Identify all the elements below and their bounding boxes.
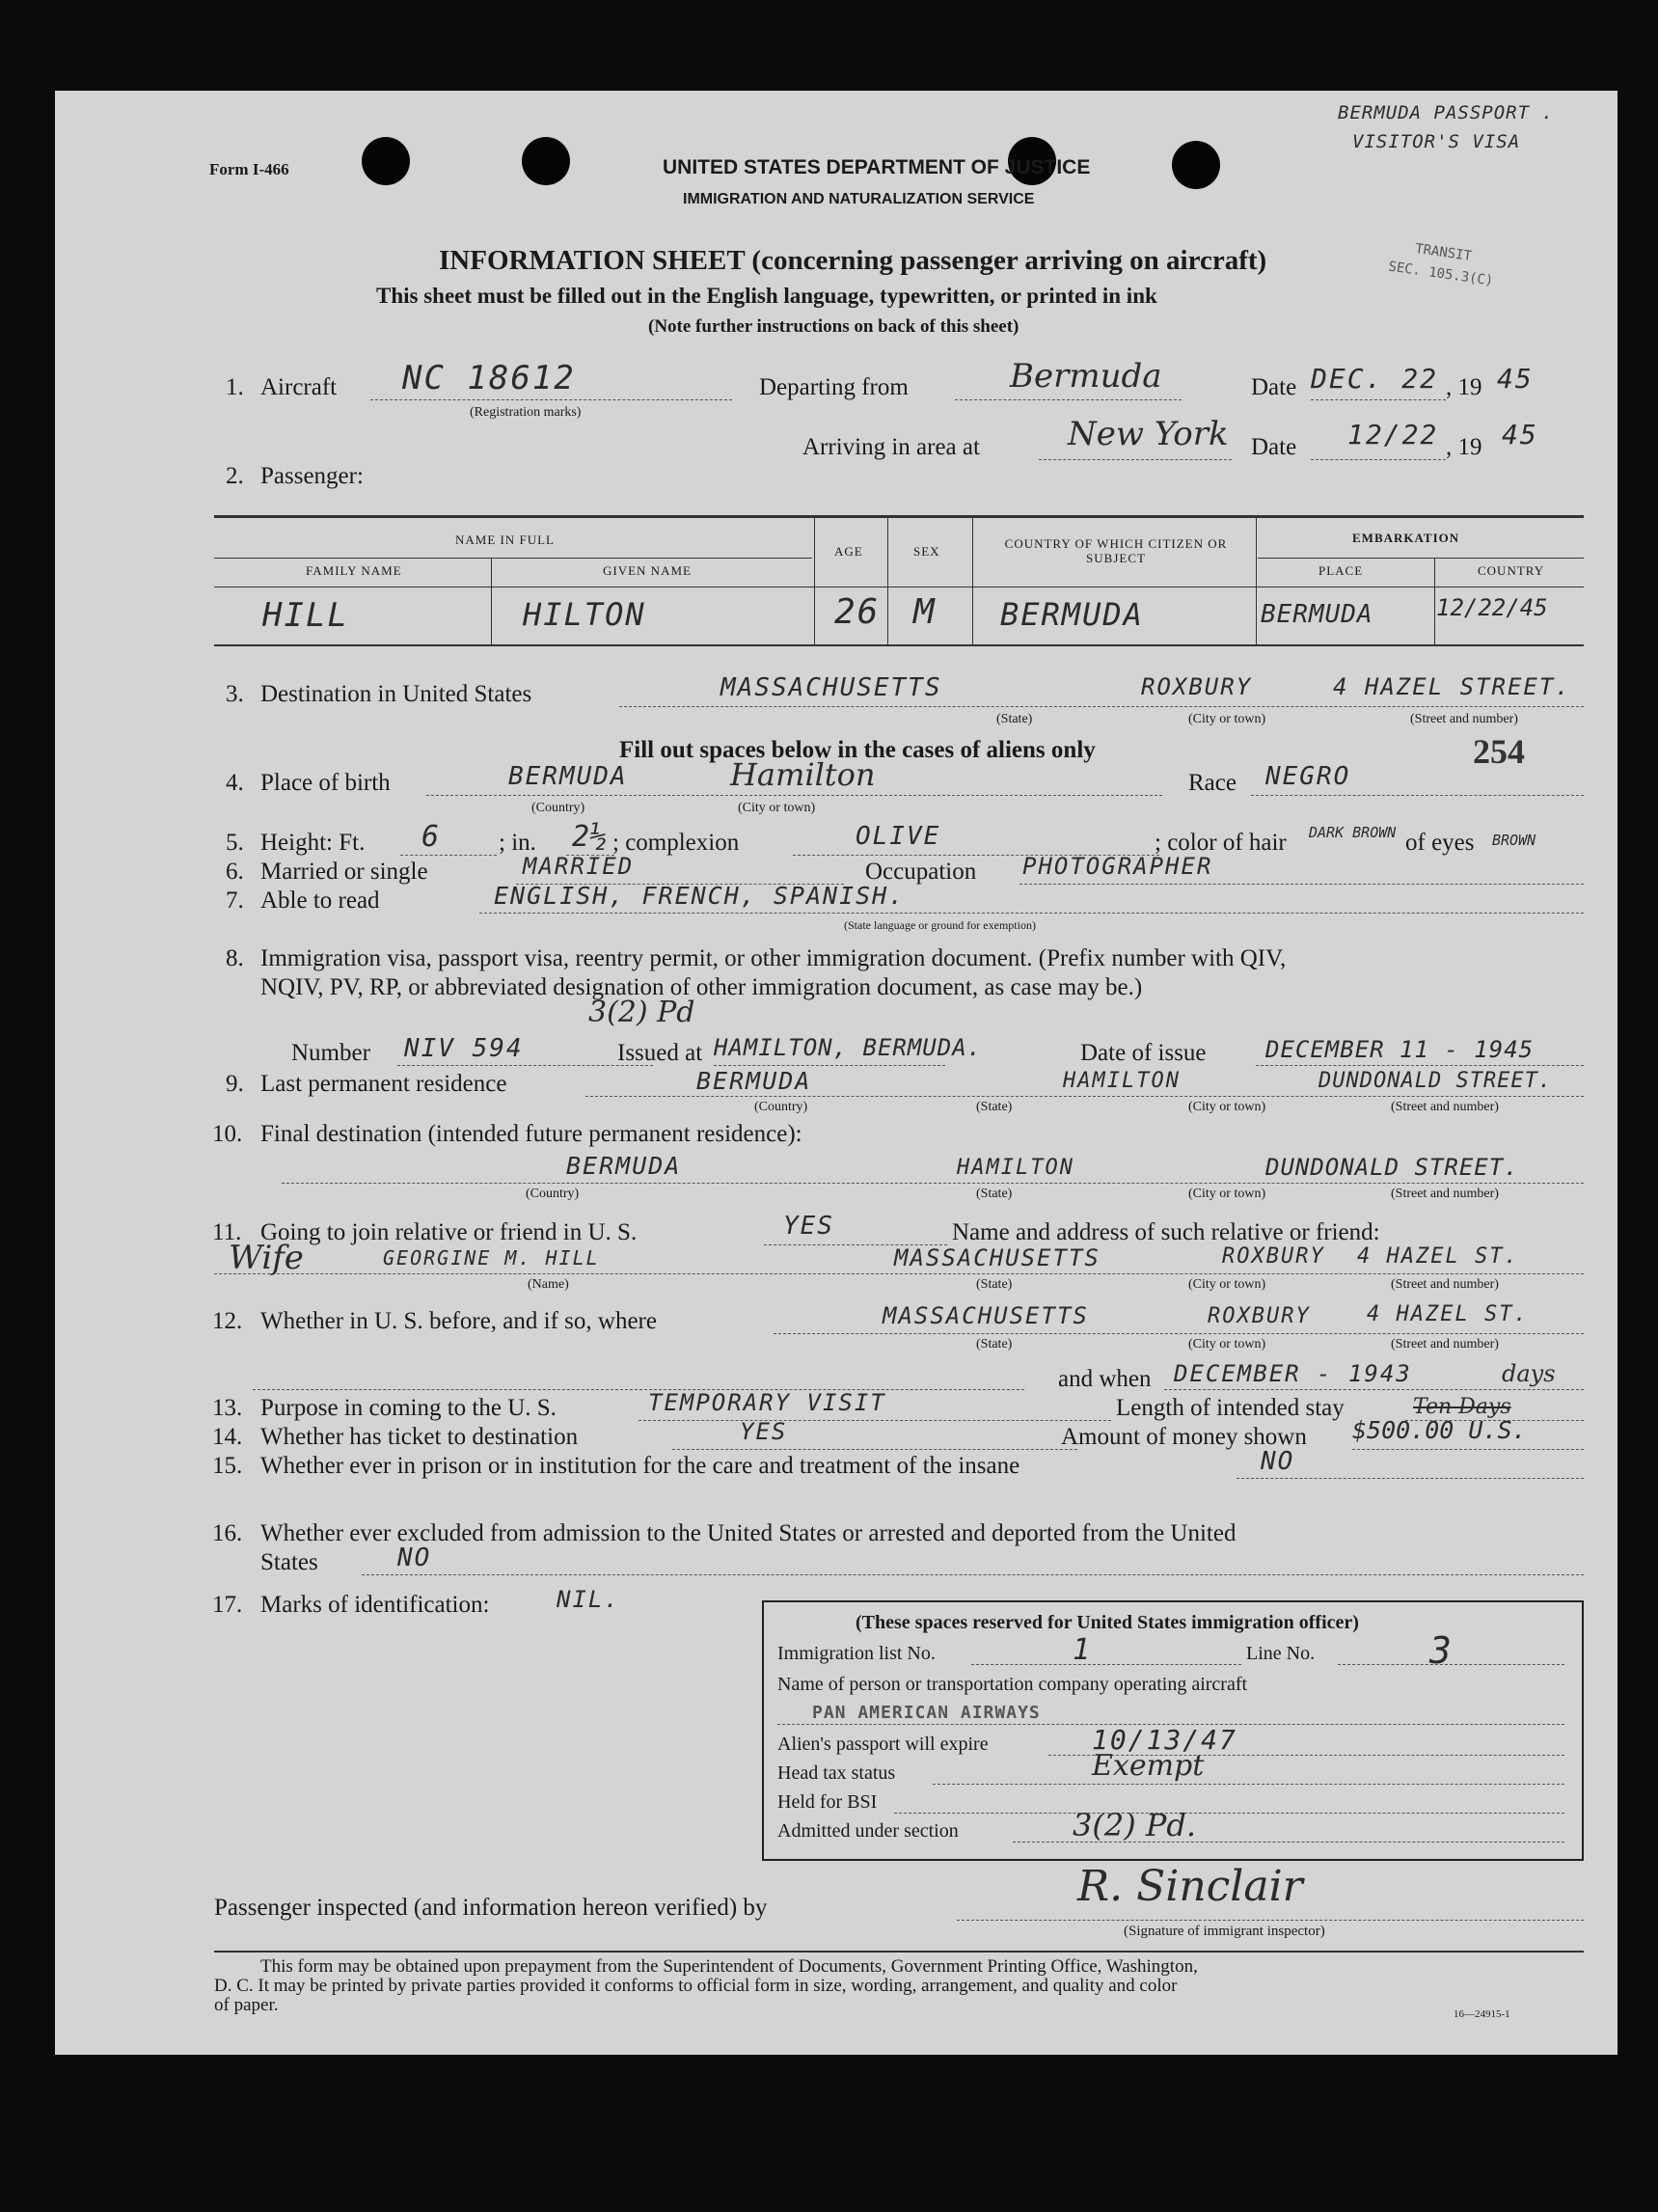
prison-label: Whether ever in prison or in institution for the care and treatment of the insane [260, 1453, 1020, 1479]
ticket-label: Whether has ticket to destination [260, 1424, 579, 1450]
caption-street: (Street and number) [1391, 1337, 1499, 1352]
relative-name: GEORGINE M. HILL [383, 1246, 600, 1270]
col-sex: SEX [913, 544, 940, 559]
field-line [400, 855, 497, 856]
head-tax-value: Exempt [1092, 1749, 1205, 1783]
caption-street: (Street and number) [1410, 712, 1518, 726]
operator-value: PAN AMERICAN AIRWAYS [812, 1703, 1041, 1723]
last-residence-label: Last permanent residence [260, 1071, 507, 1097]
field-line [1352, 1449, 1584, 1450]
caption-city: (City or town) [738, 801, 816, 815]
race-value: NEGRO [1265, 762, 1351, 791]
previous-street: 4 HAZEL ST. [1367, 1302, 1529, 1326]
stay-label: Length of intended stay [1116, 1395, 1345, 1421]
list-no-label: Immigration list No. [777, 1643, 936, 1664]
doc-number-label: Number [291, 1040, 370, 1066]
aliens-heading: Fill out spaces below in the cases of aliens only [619, 737, 1096, 763]
transit-stamp: TRANSIT [1414, 240, 1473, 265]
passport-expire-value: 10/13/47 [1092, 1724, 1237, 1756]
field-line [253, 1389, 1024, 1390]
admitted-section-value: 3(2) Pd. [1073, 1807, 1197, 1843]
item-number: 11. [212, 1219, 242, 1245]
col-family-name: FAMILY NAME [306, 563, 402, 578]
money-label: Amount of money shown [1061, 1424, 1307, 1450]
eyes-value: BROWN [1492, 832, 1536, 849]
destination-city: ROXBURY [1141, 673, 1253, 700]
previous-visit-label: Whether in U. S. before, and if so, where [260, 1308, 657, 1334]
languages-value: ENGLISH, FRENCH, SPANISH. [494, 882, 906, 910]
join-relative-label: Going to join relative or friend in U. S. [260, 1219, 638, 1245]
document-annotation: 3(2) Pd [588, 996, 695, 1029]
field-line [1237, 1478, 1584, 1479]
document-text-1: Immigration visa, passport visa, reentry permit, or other immigration document. (Prefix number with QIV, [260, 945, 1287, 971]
col-citizenship: COUNTRY OF WHICH CITIZEN OR SUBJECT [1004, 536, 1228, 565]
field-line [955, 399, 1182, 400]
caption-street: (Street and number) [1391, 1100, 1499, 1114]
field-line [282, 1183, 1584, 1184]
year-prefix: , 19 [1446, 374, 1482, 400]
item-number: 9. [226, 1071, 244, 1097]
passport-expire-label: Alien's passport will expire [777, 1734, 989, 1755]
field-line [1251, 795, 1584, 796]
inspector-signature: R. Sinclair [1077, 1862, 1303, 1911]
field-line [426, 795, 1162, 796]
punch-hole [522, 137, 570, 185]
previous-city: ROXBURY [1208, 1304, 1311, 1328]
departing-value: Bermuda [1010, 357, 1162, 396]
sex-value: M [913, 592, 937, 632]
caption-street: (Street and number) [1391, 1277, 1499, 1292]
prison-value: NO [1261, 1447, 1295, 1476]
last-res-street: DUNDONALD STREET. [1318, 1069, 1553, 1093]
final-destination-label: Final destination (intended future permanent residence): [260, 1121, 802, 1147]
caption-country: (Country) [526, 1187, 580, 1201]
stay-value: Ten Days [1413, 1395, 1511, 1419]
eyes-label: of eyes [1405, 830, 1475, 856]
caption-state: (State) [996, 712, 1033, 726]
head-tax-label: Head tax status [777, 1762, 896, 1784]
field-line [1164, 1389, 1584, 1390]
item-number: 16. [212, 1520, 243, 1546]
arrival-date-label: Date [1251, 434, 1297, 460]
caption-state: (State) [976, 1187, 1013, 1201]
purpose-label: Purpose in coming to the U. S. [260, 1395, 557, 1421]
birth-city: Hamilton [730, 756, 876, 793]
field-line [971, 1664, 1241, 1665]
hair-value: DARK BROWN [1309, 824, 1397, 841]
instruction-text: This sheet must be filled out in the English language, typewritten, or printed in ink [376, 284, 1157, 308]
previous-state: MASSACHUSETTS [883, 1302, 1089, 1329]
officer-box-heading: (These spaces reserved for United States immigration officer) [856, 1612, 1359, 1633]
field-line [619, 706, 1584, 707]
field-line [672, 1449, 1077, 1450]
complexion-value: OLIVE [856, 822, 941, 851]
field-line [362, 1574, 1584, 1575]
col-age: AGE [834, 544, 863, 559]
citizenship-value: BERMUDA [1000, 596, 1144, 633]
marital-value: MARRIED [523, 853, 635, 880]
col-name-in-full: NAME IN FULL [455, 533, 555, 547]
bsi-label: Held for BSI [777, 1791, 878, 1813]
marital-label: Married or single [260, 859, 428, 885]
destination-label: Destination in United States [260, 681, 532, 707]
form-number: Form I-466 [209, 160, 289, 178]
issued-label: Issued at [617, 1040, 703, 1066]
relative-city: ROXBURY [1222, 1244, 1325, 1269]
ticket-value: YES [740, 1418, 788, 1445]
inches-label: ; in. [499, 830, 536, 856]
item-number: 14. [212, 1424, 243, 1450]
field-line [214, 1273, 1584, 1274]
col-embarkation: EMBARKATION [1352, 531, 1460, 545]
corner-note: BERMUDA PASSPORT . [1338, 102, 1554, 123]
item-number: 7. [226, 888, 244, 914]
item-number: 4. [226, 770, 244, 796]
item-number: 15. [212, 1453, 243, 1479]
age-value: 26 [834, 592, 881, 632]
field-line [397, 1065, 653, 1066]
service-name: IMMIGRATION AND NATURALIZATION SERVICE [683, 191, 1035, 207]
doc-number-value: NIV 594 [404, 1034, 524, 1063]
line-no-value: 3 [1429, 1629, 1454, 1672]
height-inches: 2½ [572, 820, 608, 854]
department-name: UNITED STATES DEPARTMENT OF JUSTICE [663, 156, 1091, 178]
inspection-label: Passenger inspected (and information hereon verified) by [214, 1895, 768, 1921]
punch-hole [362, 137, 410, 185]
item-number: 8. [226, 945, 244, 971]
field-line [639, 1420, 1111, 1421]
col-place: PLACE [1318, 563, 1364, 578]
caption-city: (City or town) [1188, 1187, 1266, 1201]
issue-date-label: Date of issue [1080, 1040, 1207, 1066]
item-number: 17. [212, 1592, 243, 1618]
item-number: 12. [212, 1308, 243, 1334]
relative-street: 4 HAZEL ST. [1357, 1244, 1519, 1269]
field-line [1256, 1065, 1584, 1066]
issue-date-value: DECEMBER 11 - 1945 [1265, 1036, 1535, 1063]
last-res-city: HAMILTON [1063, 1069, 1181, 1093]
final-street: DUNDONALD STREET. [1265, 1154, 1519, 1181]
final-city: HAMILTON [957, 1156, 1074, 1180]
caption-city: (City or town) [1188, 712, 1266, 726]
section-stamp: SEC. 105.3(C) [1387, 259, 1495, 289]
year-prefix: , 19 [1446, 434, 1482, 460]
caption-state: (State) [976, 1277, 1013, 1292]
footer-text-2: D. C. It may be printed by private parties provided it conforms to official form in size, wording, arrangement, and quality and color [214, 1976, 1178, 1996]
operator-label: Name of person or transportation company operating aircraft [777, 1674, 1248, 1695]
print-code: 16—24915-1 [1454, 2008, 1510, 2020]
read-label: Able to read [260, 888, 380, 914]
field-line [933, 1784, 1564, 1785]
caption-city: (City or town) [1188, 1337, 1266, 1352]
relative-relation: Wife [229, 1239, 304, 1277]
item-number: 13. [212, 1395, 243, 1421]
page-title: INFORMATION SHEET (concerning passenger arriving on aircraft) [439, 245, 1267, 276]
field-line [370, 399, 732, 400]
issued-value: HAMILTON, BERMUDA. [714, 1034, 983, 1061]
number-stamp: 254 [1473, 732, 1525, 771]
marks-value: NIL. [557, 1586, 620, 1613]
family-name-value: HILL [262, 596, 349, 635]
caption-country: (Country) [754, 1100, 808, 1114]
caption-city: (City or town) [1188, 1100, 1266, 1114]
corner-note: VISITOR'S VISA [1352, 131, 1521, 152]
caption-country: (Country) [531, 801, 585, 815]
officer-box [762, 1600, 1584, 1861]
hair-label: ; color of hair [1155, 830, 1287, 856]
previous-when: DECEMBER - 1943 [1174, 1360, 1412, 1387]
item-number: 3. [226, 681, 244, 707]
emb-country-value: 12/22/45 [1436, 594, 1548, 621]
relative-state: MASSACHUSETTS [894, 1244, 1101, 1271]
height-label: Height: Ft. [260, 830, 366, 856]
field-line [585, 1096, 1584, 1097]
date-label: Date [1251, 374, 1297, 400]
caption-state: (State) [976, 1100, 1013, 1114]
field-line [957, 1920, 1584, 1921]
item-number: 2. [226, 463, 244, 489]
when-label: and when [1058, 1366, 1152, 1392]
given-name-value: HILTON [523, 596, 646, 633]
occupation-value: PHOTOGRAPHER [1022, 853, 1213, 880]
item-number: 6. [226, 859, 244, 885]
race-label: Race [1188, 770, 1237, 796]
languages-caption: (State language or ground for exemption) [844, 918, 1036, 932]
field-line [714, 1065, 945, 1066]
caption-city: (City or town) [1188, 1277, 1266, 1292]
field-line [1039, 459, 1232, 460]
col-country: COUNTRY [1478, 563, 1545, 578]
occupation-label: Occupation [865, 859, 977, 885]
field-line [479, 913, 1584, 914]
field-line [894, 1813, 1564, 1814]
excluded-value: NO [397, 1543, 432, 1572]
item-number: 10. [212, 1121, 243, 1147]
field-line [1311, 399, 1446, 400]
form-sheet [55, 91, 1617, 2055]
aircraft-label: Aircraft [260, 374, 338, 400]
field-line [774, 1333, 1584, 1334]
destination-street: 4 HAZEL STREET. [1333, 673, 1571, 700]
caption-state: (State) [976, 1337, 1013, 1352]
field-line [1019, 884, 1584, 885]
note-text: (Note further instructions on back of this sheet) [648, 316, 1019, 337]
arriving-value: New York [1068, 415, 1229, 453]
arriving-label: Arriving in area at [802, 434, 980, 460]
item-number: 1. [226, 374, 244, 400]
relative-name-label: Name and address of such relative or friend: [952, 1219, 1380, 1245]
previous-when-note: days [1502, 1360, 1556, 1387]
join-relative-value: YES [783, 1212, 834, 1241]
excluded-label-2: States [260, 1549, 318, 1575]
height-feet: 6 [421, 820, 442, 854]
complexion-label: ; complexion [612, 830, 740, 856]
money-value: $500.00 U.S. [1352, 1416, 1527, 1444]
line-no-label: Line No. [1246, 1643, 1316, 1664]
birth-country: BERMUDA [508, 762, 628, 791]
birthplace-label: Place of birth [260, 770, 391, 796]
place-value: BERMUDA [1261, 600, 1373, 629]
item-number: 5. [226, 830, 244, 856]
arrival-date: 12/22 [1347, 419, 1439, 451]
purpose-value: TEMPORARY VISIT [648, 1389, 886, 1416]
punch-hole [1172, 141, 1220, 189]
aircraft-value: NC 18612 [402, 359, 576, 397]
marks-label: Marks of identification: [260, 1592, 490, 1618]
col-given-name: GIVEN NAME [603, 563, 692, 578]
signature-caption: (Signature of immigrant inspector) [1124, 1924, 1325, 1939]
final-country: BERMUDA [566, 1152, 682, 1180]
admitted-section-label: Admitted under section [777, 1820, 959, 1842]
departure-year: 45 [1497, 363, 1534, 395]
document-text-2: NQIV, PV, RP, or abbreviated designation of other immigration document, as case may be.) [260, 974, 1143, 1000]
list-no-value: 1 [1073, 1633, 1093, 1667]
footer-text-1: This form may be obtained upon prepayment from the Superintendent of Documents, Government Printing Office, Washington, [260, 1956, 1198, 1977]
arrival-year: 45 [1502, 419, 1538, 451]
departing-label: Departing from [759, 374, 909, 400]
last-res-country: BERMUDA [696, 1067, 812, 1095]
departure-date: DEC. 22 [1311, 363, 1439, 395]
footer-text-3: of paper. [214, 1995, 279, 2015]
field-line [1311, 459, 1446, 460]
caption-street: (Street and number) [1391, 1187, 1499, 1201]
caption-name: (Name) [528, 1277, 569, 1292]
passenger-label: Passenger: [260, 463, 364, 489]
excluded-label-1: Whether ever excluded from admission to the United States or arrested and deported from the United [260, 1520, 1237, 1546]
destination-state: MASSACHUSETTS [720, 673, 942, 702]
registration-caption: (Registration marks) [470, 405, 582, 420]
